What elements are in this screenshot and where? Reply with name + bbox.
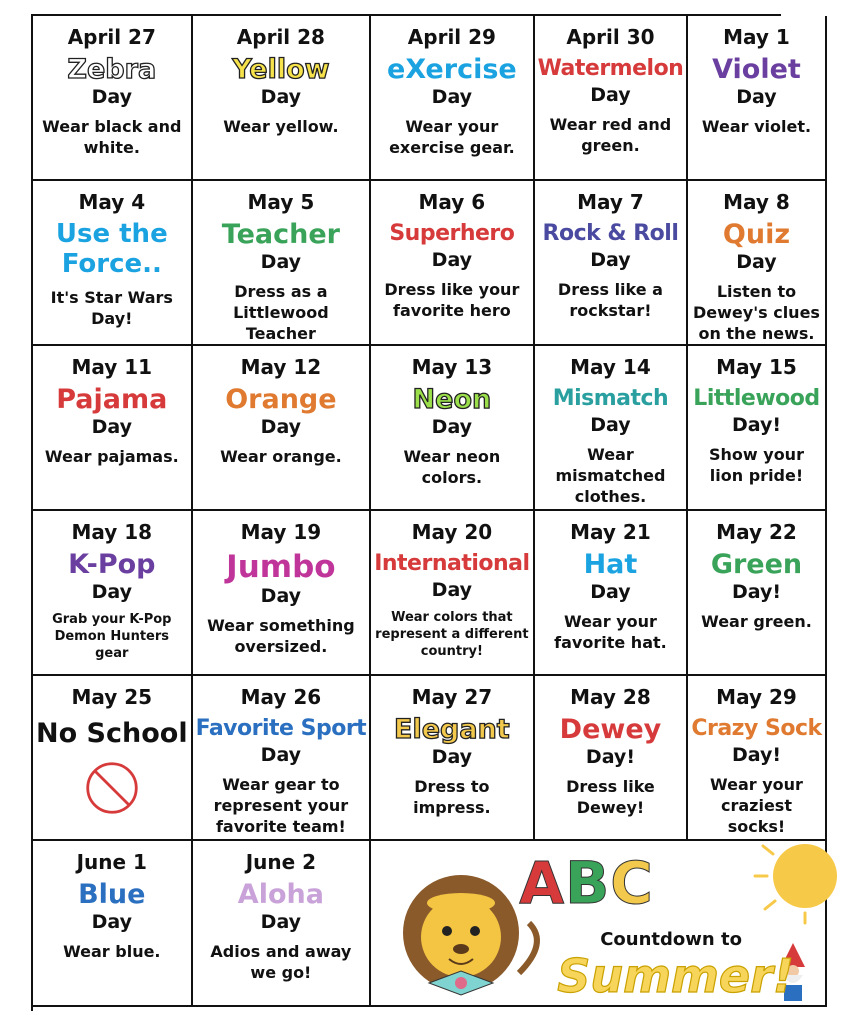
calendar-day-cell	[688, 676, 826, 841]
calendar-day-cell	[535, 181, 689, 346]
theme-name: Elegant	[394, 714, 510, 745]
theme-description: Wear blue.	[63, 942, 161, 961]
theme-description: Wear green.	[701, 612, 812, 631]
theme-name: Pajama	[56, 384, 168, 415]
theme-description: Dress like Dewey!	[566, 777, 655, 817]
theme-name: Watermelon	[537, 56, 684, 81]
theme-name: No School	[36, 718, 188, 749]
calendar-day-cell	[33, 676, 193, 841]
day-label: Day	[736, 86, 777, 108]
theme-name: Littlewood	[693, 386, 820, 411]
no-symbol-icon	[84, 760, 140, 816]
day-date: May 22	[716, 520, 797, 544]
calendar-day-cell	[371, 676, 534, 841]
calendar-day-cell	[371, 181, 534, 346]
day-label: Day	[91, 86, 132, 108]
day-label: Day	[431, 249, 473, 271]
calendar-day-cell	[535, 16, 689, 181]
calendar-day-cell	[33, 511, 193, 676]
day-label: Day!	[731, 744, 782, 766]
theme-name: Zebra	[67, 54, 157, 85]
day-label: Day	[590, 414, 631, 436]
theme-description: Wear colors that represent a different country!	[375, 610, 529, 659]
day-date: May 28	[570, 685, 651, 709]
calendar-day-cell	[193, 346, 372, 511]
theme-description: Wear your favorite hat.	[554, 612, 667, 652]
calendar-day-cell	[193, 841, 372, 1007]
theme-description: Grab your K-Pop Demon Hunters gear	[52, 612, 172, 661]
day-date: May 12	[240, 355, 322, 379]
day-label: Day!	[731, 414, 782, 436]
theme-description: Wear neon colors.	[403, 447, 501, 487]
theme-description: Dress to impress.	[413, 777, 491, 817]
summer-text: Summer!	[557, 949, 794, 1003]
calendar-day-cell	[33, 16, 193, 181]
calendar-day-cell	[33, 841, 193, 1007]
day-date: May 1	[723, 25, 790, 49]
day-label: Day	[91, 416, 132, 438]
theme-name: Yellow	[232, 54, 330, 85]
theme-name: Quiz	[722, 219, 791, 250]
theme-description: Dress like your favorite hero	[384, 280, 520, 320]
calendar-day-cell	[688, 181, 826, 346]
theme-name: eXercise	[387, 54, 517, 85]
day-date: May 19	[240, 520, 322, 544]
calendar-day-cell	[193, 511, 372, 676]
day-date: May 25	[71, 685, 153, 709]
day-label: Day!	[585, 746, 635, 768]
theme-name: Use the Force..	[55, 219, 168, 279]
abc-letter: C	[610, 849, 654, 917]
day-label: Day	[590, 581, 631, 603]
day-date: May 7	[577, 190, 644, 214]
day-date: May 14	[570, 355, 651, 379]
day-date: May 26	[240, 685, 322, 709]
theme-name: Green	[710, 549, 803, 580]
day-label: Day	[431, 579, 473, 601]
theme-description: Wear gear to represent your favorite team!	[213, 775, 349, 836]
theme-description: Wear pajamas.	[44, 447, 179, 466]
calendar-day-cell	[33, 181, 193, 346]
abc-letter: B	[565, 849, 611, 917]
theme-description: Wear red and green.	[549, 115, 672, 155]
theme-name: International	[374, 551, 530, 576]
day-label: Day	[260, 86, 302, 108]
day-label: Day	[590, 84, 631, 106]
theme-description: Wear black and white.	[42, 117, 182, 157]
theme-name: Aloha	[237, 879, 324, 910]
calendar-day-cell	[535, 346, 689, 511]
theme-name: Blue	[78, 879, 146, 910]
calendar-day-cell	[193, 16, 372, 181]
countdown-text: Countdown to	[600, 929, 742, 950]
theme-description: Listen to Dewey's clues on the news.	[693, 282, 820, 343]
day-label: Day!	[731, 581, 782, 603]
theme-description: Wear something oversized.	[207, 616, 355, 656]
theme-description: Wear orange.	[220, 447, 342, 466]
theme-name: Crazy Sock	[691, 716, 822, 741]
theme-description: Wear mismatched clothes.	[555, 445, 666, 506]
calendar-grid	[31, 14, 822, 1011]
theme-name: Rock & Roll	[542, 221, 679, 246]
day-date: May 11	[71, 355, 153, 379]
calendar-day-cell	[33, 346, 193, 511]
theme-description: Dress as a Littlewood Teacher	[233, 282, 329, 343]
theme-description: Wear your craziest socks!	[710, 775, 803, 836]
theme-name: Neon	[412, 384, 492, 415]
theme-name: Superhero	[389, 221, 515, 246]
theme-name: K-Pop	[68, 549, 156, 580]
theme-description: Show your lion pride!	[709, 445, 804, 485]
theme-description: It's Star Wars Day!	[50, 288, 173, 328]
day-label: Day	[260, 585, 302, 607]
day-date: May 13	[411, 355, 493, 379]
day-date: May 18	[71, 520, 153, 544]
theme-name: Dewey	[559, 714, 662, 745]
theme-name: Favorite Sport	[195, 716, 367, 741]
day-label: Day	[260, 911, 302, 933]
theme-name: Violet	[712, 54, 801, 85]
countdown-banner	[371, 841, 826, 1007]
day-label: Day	[260, 744, 302, 766]
calendar-day-cell	[193, 676, 372, 841]
calendar-day-cell	[688, 16, 826, 181]
day-date: April 29	[407, 25, 496, 49]
calendar-day-cell	[688, 346, 826, 511]
day-label: Day	[736, 251, 777, 273]
day-date: June 1	[76, 850, 147, 874]
calendar-day-cell	[371, 346, 534, 511]
day-date: May 20	[411, 520, 493, 544]
theme-description: Dress like a rockstar!	[557, 280, 663, 320]
calendar-day-cell	[371, 16, 534, 181]
theme-description: Wear your exercise gear.	[389, 117, 515, 157]
day-date: April 27	[67, 25, 156, 49]
theme-description: Wear violet.	[701, 117, 812, 136]
day-date: May 4	[78, 190, 146, 214]
day-label: Day	[431, 416, 473, 438]
day-date: May 6	[418, 190, 486, 214]
theme-name: Teacher	[221, 219, 340, 250]
sun-icon	[735, 831, 845, 941]
abc-title	[519, 849, 654, 917]
day-date: June 2	[245, 850, 317, 874]
calendar-day-cell	[688, 511, 826, 676]
day-date: May 5	[247, 190, 315, 214]
day-date: April 28	[236, 25, 325, 49]
theme-name: Orange	[225, 384, 337, 415]
day-label: Day	[91, 581, 132, 603]
theme-name: Mismatch	[552, 386, 669, 411]
day-label: Day	[431, 746, 473, 768]
day-date: May 27	[411, 685, 493, 709]
day-label: Day	[91, 911, 132, 933]
day-label: Day	[260, 416, 302, 438]
theme-name: Hat	[583, 549, 638, 580]
day-label: Day	[431, 86, 473, 108]
day-label: Day	[590, 249, 631, 271]
calendar-day-cell	[371, 511, 534, 676]
day-date: April 30	[566, 25, 655, 49]
theme-description: Adios and away we go!	[210, 942, 352, 982]
day-label: Day	[260, 251, 302, 273]
calendar-day-cell	[535, 511, 689, 676]
day-date: May 15	[716, 355, 797, 379]
day-date: May 29	[716, 685, 797, 709]
abc-letter: A	[519, 849, 566, 917]
calendar-day-cell	[193, 181, 372, 346]
day-date: May 8	[723, 190, 790, 214]
theme-name: Jumbo	[226, 549, 336, 585]
day-date: May 21	[570, 520, 651, 544]
calendar-day-cell	[535, 676, 689, 841]
theme-description: Wear yellow.	[223, 117, 339, 136]
